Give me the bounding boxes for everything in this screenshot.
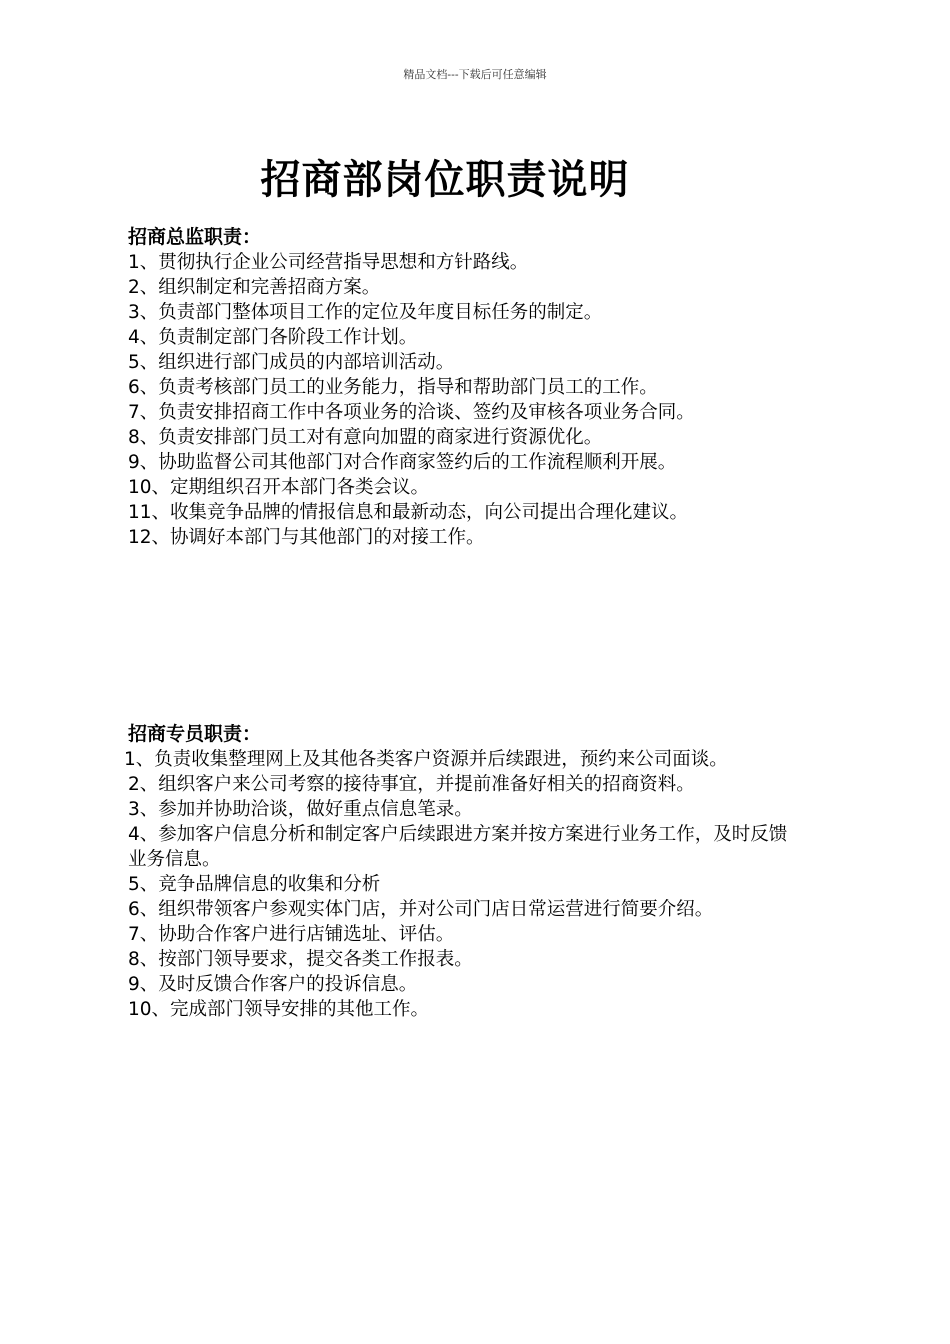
section-heading-specialist: 招商专员职责： [128,723,262,745]
director-duty-list [128,250,888,550]
duty-item: 9、及时反馈合作客户的投诉信息。 [128,974,418,995]
duty-item: 2、组织客户来公司考察的接待事宜，并提前准备好相关的招商资料。 [128,774,695,795]
duty-item: 3、负责部门整体项目工作的定位及年度目标任务的制定。 [128,302,603,323]
duty-item: 6、负责考核部门员工的业务能力，指导和帮助部门员工的工作。 [128,377,658,398]
duty-item: 11、收集竞争品牌的情报信息和最新动态，向公司提出合理化建议。 [128,502,689,523]
duty-item: 9、协助监督公司其他部门对合作商家签约后的工作流程顺利开展。 [128,452,677,473]
duty-item: 1、贯彻执行企业公司经营指导思想和方针路线。 [128,252,529,273]
section-director-duties [128,225,888,550]
section-specialist-duties [124,722,888,1022]
duty-item: 6、组织带领客户参观实体门店，并对公司门店日常运营进行简要介绍。 [128,899,714,920]
section-heading-director: 招商总监职责： [128,226,262,248]
document-title: 招商部岗位职责说明 [260,157,630,203]
duty-item: 7、负责安排招商工作中各项业务的洽谈、签约及审核各项业务合同。 [128,402,695,423]
duty-item: 5、竞争品牌信息的收集和分析 [128,874,381,895]
duty-item: 12、协调好本部门与其他部门的对接工作。 [128,527,485,548]
duty-item: 1、负责收集整理网上及其他各类客户资源并后续跟进，预约来公司面谈。 [124,749,728,770]
duty-item: 4、负责制定部门各阶段工作计划。 [128,327,418,348]
duty-item: 5、组织进行部门成员的内部培训活动。 [128,352,455,373]
duty-item: 10、完成部门领导安排的其他工作。 [128,999,430,1020]
duty-item: 3、参加并协助洽谈，做好重点信息笔录。 [128,799,473,820]
duty-item: 4、参加客户信息分析和制定客户后续跟进方案并按方案进行业务工作，及时反馈业务信息。 [128,824,788,870]
duty-item: 7、协助合作客户进行店铺选址、评估。 [128,924,455,945]
specialist-duty-list [124,747,888,1022]
duty-item: 2、组织制定和完善招商方案。 [128,277,381,298]
duty-item: 10、定期组织召开本部门各类会议。 [128,477,430,498]
duty-item: 8、负责安排部门员工对有意向加盟的商家进行资源优化。 [128,427,603,448]
duty-item: 8、按部门领导要求，提交各类工作报表。 [128,949,473,970]
header-note: 精品文档---下载后可任意编辑 [403,68,547,81]
